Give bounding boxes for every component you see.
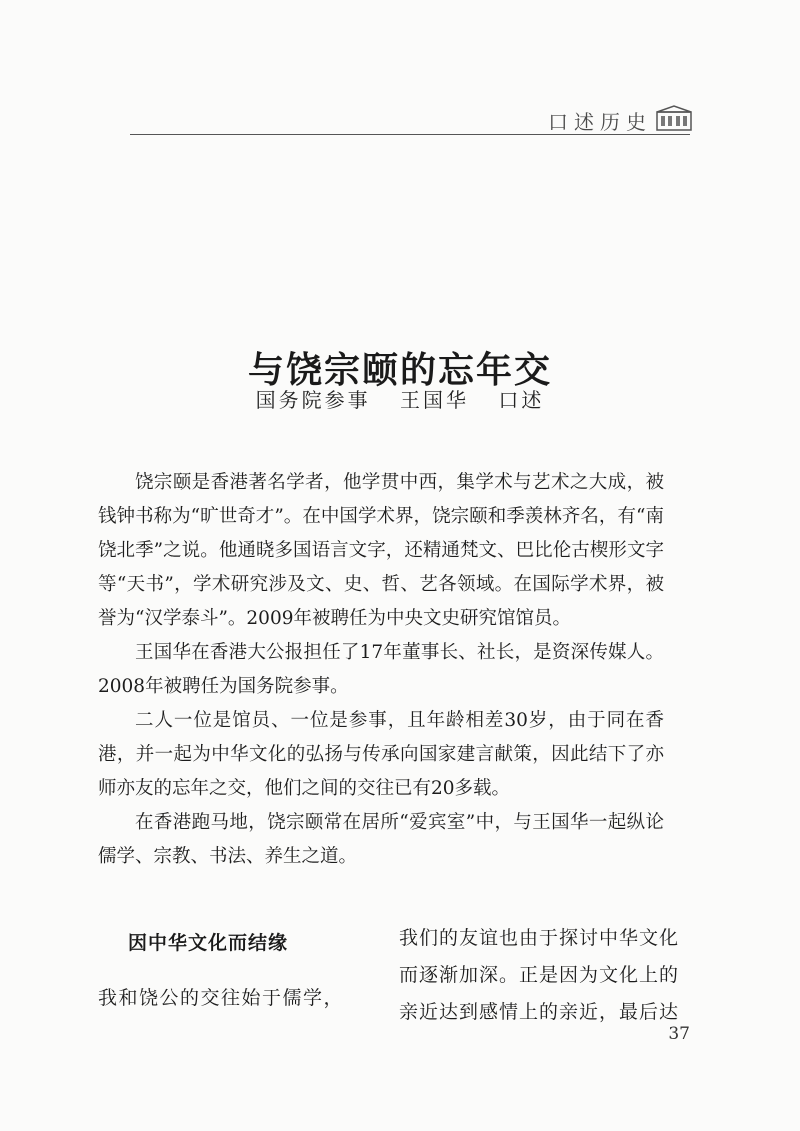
section-label: 口述历史 — [548, 110, 652, 134]
byline — [0, 384, 800, 413]
section-heading: 因中华文化而结缘 — [128, 932, 289, 954]
intro-paragraph: 王国华在香港大公报担任了17年董事长、社长，是资深传媒人。2008年被聘任为国务院参事。 — [98, 642, 664, 697]
intro-paragraph: 二人一位是馆员、一位是参事，且年龄相差30岁，由于同在香港，并一起为中华文化的弘扬与传承向国家建言献策，因此结下了亦师亦友的忘年之交，他们之间的交往已有20多载。 — [98, 710, 664, 799]
body-paragraph: 我和饶公的交往始于儒学， — [98, 987, 345, 1009]
right-column — [399, 920, 691, 1031]
intro-section — [98, 466, 664, 874]
byline-role: 国务院参事 — [255, 388, 371, 412]
byline-name: 王国华 — [400, 388, 469, 412]
page-number: 37 — [668, 1024, 690, 1044]
page-header — [0, 0, 800, 140]
article-title: 与饶宗颐的忘年交 — [247, 350, 552, 392]
intro-paragraph: 在香港跑马地，饶宗颐常在居所“爱宾室”中，与王国华一起纵论儒学、宗教、书法、养生之道。 — [98, 812, 664, 867]
building-icon — [656, 105, 692, 131]
byline-mode: 口述 — [498, 388, 545, 412]
body-paragraph: 我们的友谊也由于探讨中华文化而逐渐加深。正是因为文化上的亲近达到感情上的亲近，最后达 — [399, 927, 680, 1023]
header-rule — [130, 134, 690, 135]
intro-paragraph: 饶宗颐是香港著名学者，他学贯中西，集学术与艺术之大成，被钱钟书称为“旷世奇才”。在中国学术界，饶宗颐和季羡林齐名，有“南饶北季”之说。他通晓多国语言文字，还精通梵文、巴比伦古楔形文字等“天书”，学术研究涉及文、史、哲、艺各领域。在国际学术界，被誉为“汉学泰斗”。2009年被聘任为中央文史研究馆馆员。 — [98, 472, 664, 629]
left-column — [98, 920, 370, 1010]
